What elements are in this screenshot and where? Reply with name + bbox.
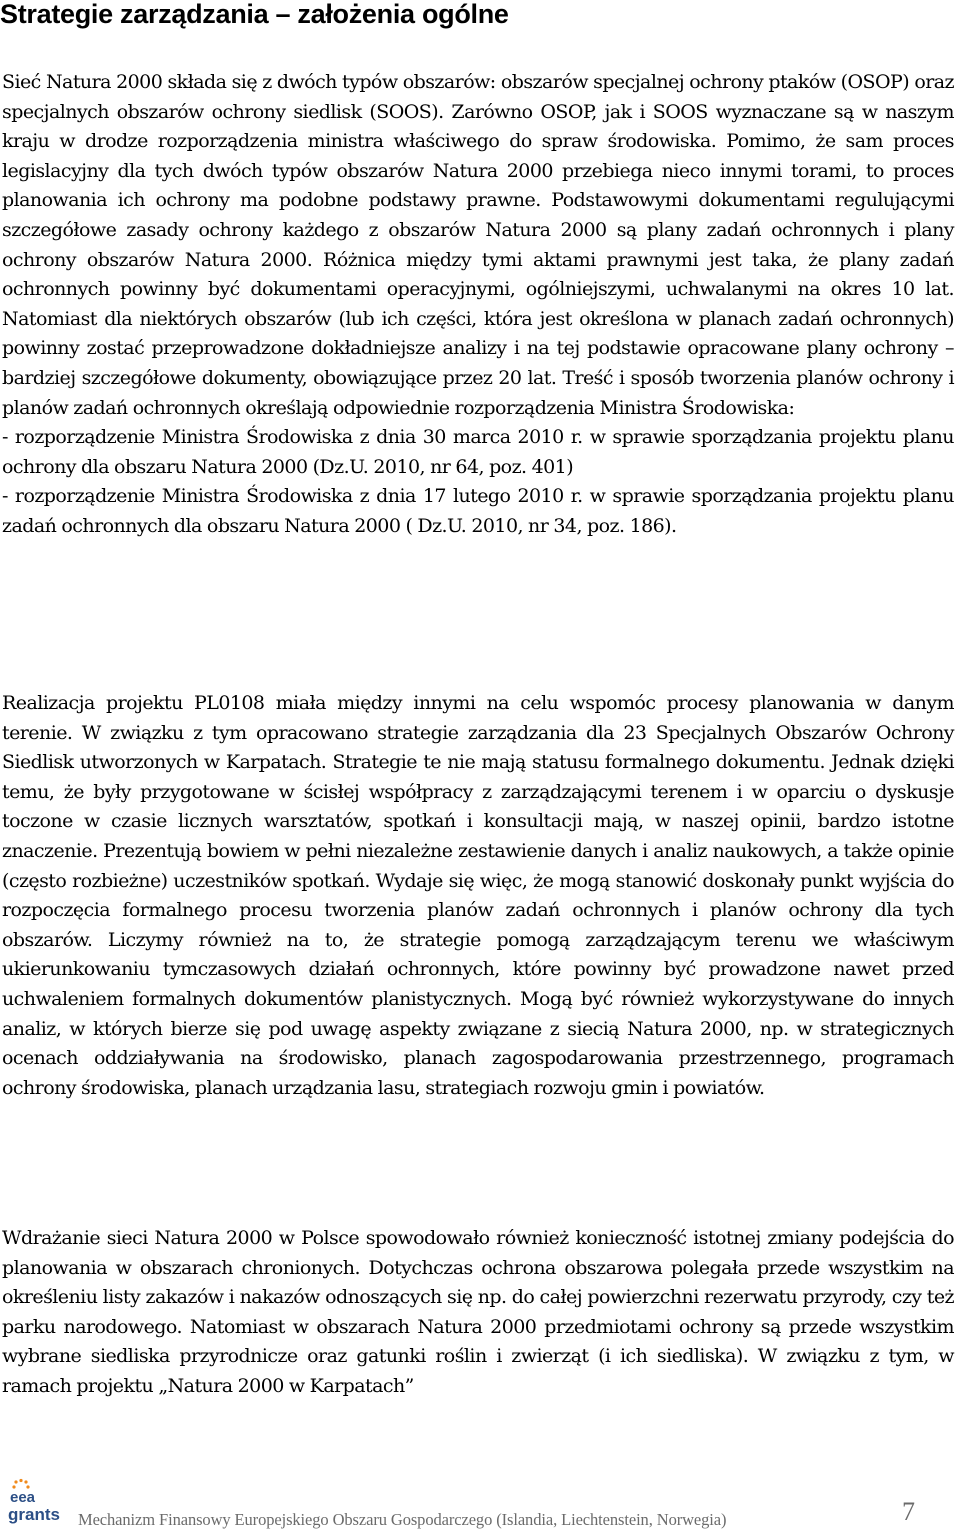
- logo-line-2: grants: [8, 1505, 60, 1524]
- paragraph-text: Realizacja projektu PL0108 miała między innymi na celu wspomóc procesy planowania w danym terenie. W związku z tym opracowano strategie zarządzania dla 23 Specjalnych Obszarów Ochrony Siedlisk utworzonych w Karpatach. Strategie te nie mają statusu formalnego dokumentu. Jednak dzięki temu, że były przygotowane w ścisłej współpracy z zarządzającymi terenem i w oparciu o dyskusje toczone w czasie licznych warsztatów, spotkań i konsultacji mają, w naszej opinii, bardzo istotne znaczenie. Prezentują bowiem w pełni niezależne zestawienie danych i analiz naukowych, a także opinie (często rozbieżne) uczestników spotkań. Wydaje się więc, że mogą stanowić doskonały punkt wyjścia do rozpoczęcia formalnego procesu tworzenia planów zadań ochronnych i planów ochrony dla tych obszarów. Liczymy również na to, że strategie pomogą zarządzającym terenu we właściwym ukierunkowaniu tymczasowych działań ochronnych, które powinny być prowadzone nawet przed uchwaleniem formalnych dokumentów planistycznych. Mogą być również wykorzystywane do innych analiz, w których bierze się pod uwagę aspekty związane z siecią Natura 2000, np. w strategicznych ocenach oddziaływania na środowisko, planach zagospodarowania przestrzennego, programach ochrony środowiska, planach urządzania lasu, strategiach rozwoju gmin i powiatów.: [2, 692, 954, 1099]
- paragraph-text: Sieć Natura 2000 składa się z dwóch typów obszarów: obszarów specjalnej ochrony ptaków (OSOP) oraz specjalnych obszarów ochrony siedlisk (SOOS). Zarówno OSOP, jak i SOOS wyznaczane są w naszym kraju w drodze rozporządzenia ministra właściwego do spraw środowiska. Pomimo, że sam proces legislacyjny dla tych dwóch typów obszarów Natura 2000 przebiega nieco innymi torami, to proces planowania ich ochrony ma podobne podstawy prawne. Podstawowymi dokumentami regulującymi szczegółowe zasady ochrony każdego z obszarów Natura 2000 są plany zadań ochronnych i plany ochrony obszarów Natura 2000. Różnica między tymi aktami prawnymi jest taka, że plany zadań ochronnych powinny być dokumentami operacyjnymi, ogólniejszymi, uchwalanymi na okres 10 lat. Natomiast dla niektórych obszarów (lub ich części, która jest określona w planach zadań ochronnych) powinny zostać przeprowadzone dokładniejsze analizy i na tej podstawie opracowane plany ochrony – bardziej szczegółowe dokumenty, obowiązujące przez 20 lat. Treść i sposób tworzenia planów ochrony i planów zadań ochronnych określają odpowiednie rozporządzenia Ministra Środowiska:: [2, 71, 954, 419]
- list-item: - rozporządzenie Ministra Środowiska z dnia 17 lutego 2010 r. w sprawie sporządzania projektu planu zadań ochronnych dla obszaru Natura 2000 ( Dz.U. 2010, nr 34, poz. 186).: [2, 485, 954, 537]
- page-title: Strategie zarządzania – założenia ogólne: [0, 0, 509, 29]
- paragraph-project-pl0108: [2, 689, 954, 1103]
- footer-text: Mechanizm Finansowy Europejskiego Obszaru Gospodarczego (Islandia, Liechtenstein, Norwegia): [78, 1510, 727, 1529]
- eea-grants-logo: [6, 1478, 70, 1528]
- paragraph-natura-legal-basis: [2, 68, 954, 542]
- page-number: 7: [902, 1497, 915, 1526]
- list-item: - rozporządzenie Ministra Środowiska z dnia 30 marca 2010 r. w sprawie sporządzania projektu planu ochrony dla obszaru Natura 2000 (Dz.U. 2010, nr 64, poz. 401): [2, 426, 954, 478]
- paragraph-text: Wdrażanie sieci Natura 2000 w Polsce spowodowało również konieczność istotnej zmiany podejścia do planowania w obszarach chronionych. Dotychczas ochrona obszarowa polegała przede wszystkim na określeniu listy zakazów i nakazów odnoszących się np. do całej powierzchni rezerwatu przyrody, czy też parku narodowego. Natomiast w obszarach Natura 2000 przedmiotami ochrony są przede wszystkim wybrane siedliska przyrodnicze oraz gatunki roślin i zwierząt (i ich siedliska). W związku z tym, w ramach projektu „Natura 2000 w Karpatach”: [2, 1227, 954, 1397]
- logo-star-mark: [12, 1479, 29, 1489]
- paragraph-natura-implementation: [2, 1224, 954, 1402]
- logo-line-1: eea: [10, 1489, 36, 1506]
- page-footer: [0, 1468, 960, 1531]
